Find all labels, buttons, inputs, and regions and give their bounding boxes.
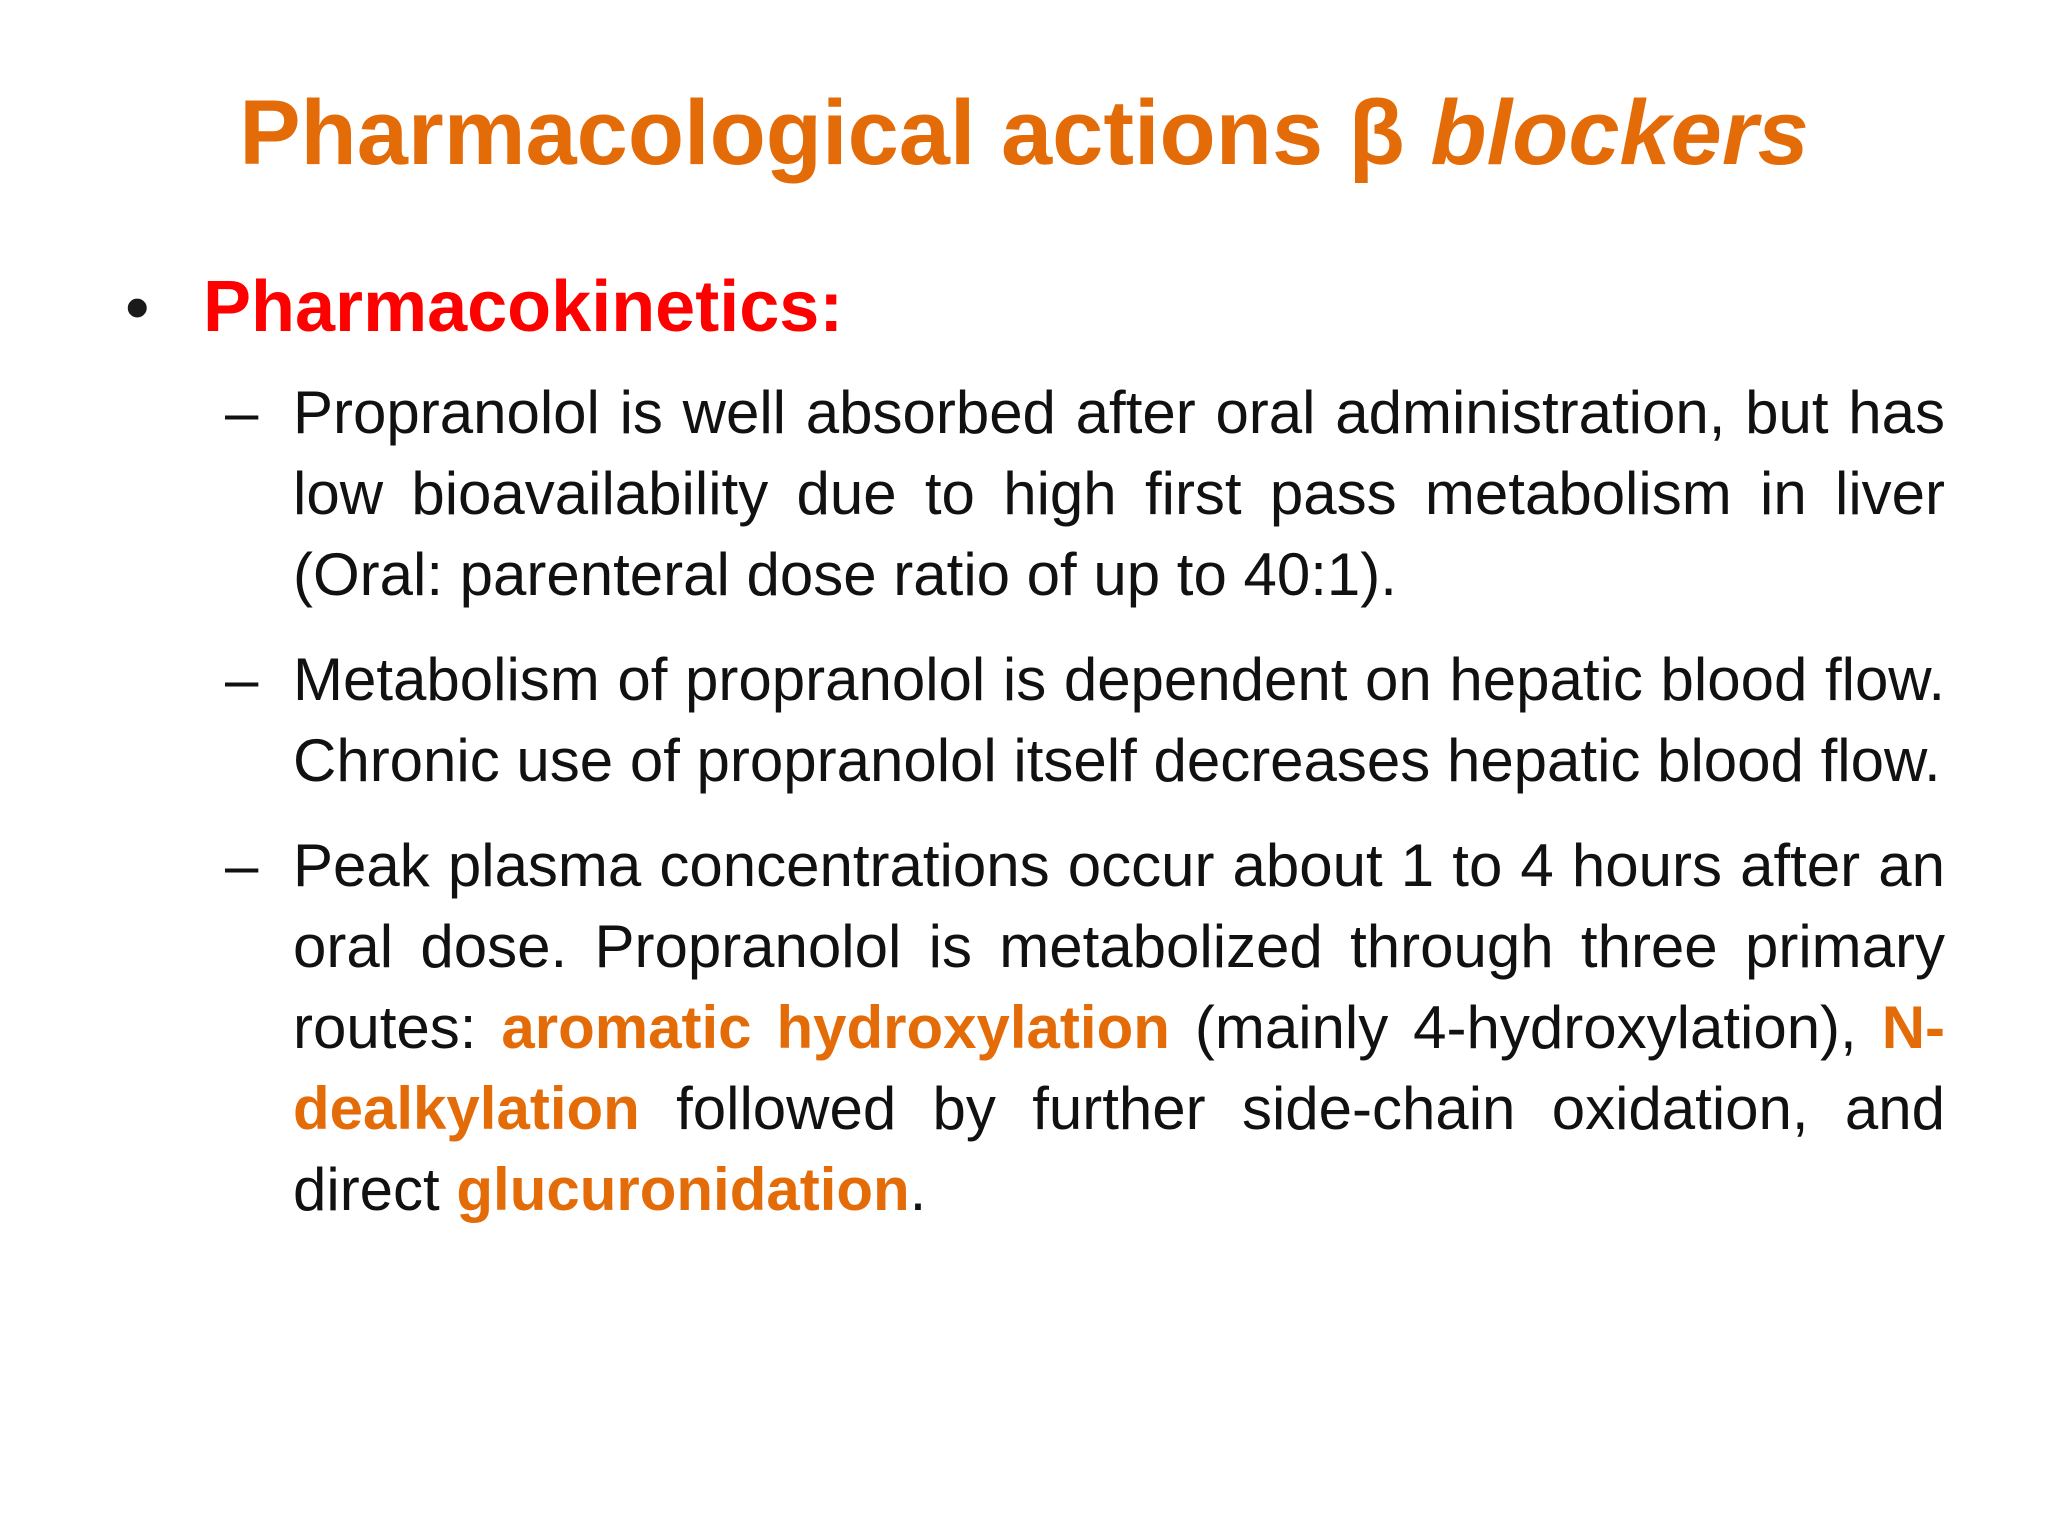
bullet-section: [125, 262, 1925, 352]
list-item-text: [293, 825, 1945, 1230]
title-italic: blockers: [1430, 82, 1809, 184]
list-item-text: Propranolol is well absorbed after oral administration, but has low bioavailability due to high first pass metabolism in liver (Oral: parenteral dose ratio of up to 40:1).: [293, 379, 1945, 608]
list-item: [225, 825, 1945, 1230]
bullet-heading-row: [125, 262, 1925, 352]
text-segment: (mainly 4-hydroxylation),: [1169, 994, 1882, 1061]
dash-icon: –: [225, 832, 259, 899]
slide-title: [0, 78, 2048, 188]
title-main: Pharmacological actions β: [239, 82, 1431, 184]
text-segment: Peak plasma concentrations occur about 1 to 4 hours after an oral dose. Propranolol is metabolized through three primary routes:: [293, 832, 1945, 1061]
highlight-term: glucuronidation: [456, 1156, 910, 1223]
highlight-term: aromatic hydroxylation: [501, 994, 1170, 1061]
list-item: [225, 639, 1945, 801]
section-heading: Pharmacokinetics:: [203, 267, 844, 347]
text-segment: .: [909, 1156, 927, 1223]
dash-icon: –: [225, 646, 259, 713]
sub-bullet-list: [225, 372, 1945, 1254]
text-segment: followed by further side-chain oxidation, and direct: [293, 1075, 1945, 1223]
list-item: [225, 372, 1945, 615]
highlight-term: N-dealkylation: [293, 994, 1945, 1142]
dash-icon: –: [225, 379, 259, 446]
list-item-text: Metabolism of propranolol is dependent on hepatic blood flow. Chronic use of propranolol itself decreases hepatic blood flow.: [293, 646, 1945, 794]
bullet-icon: •: [125, 268, 150, 346]
